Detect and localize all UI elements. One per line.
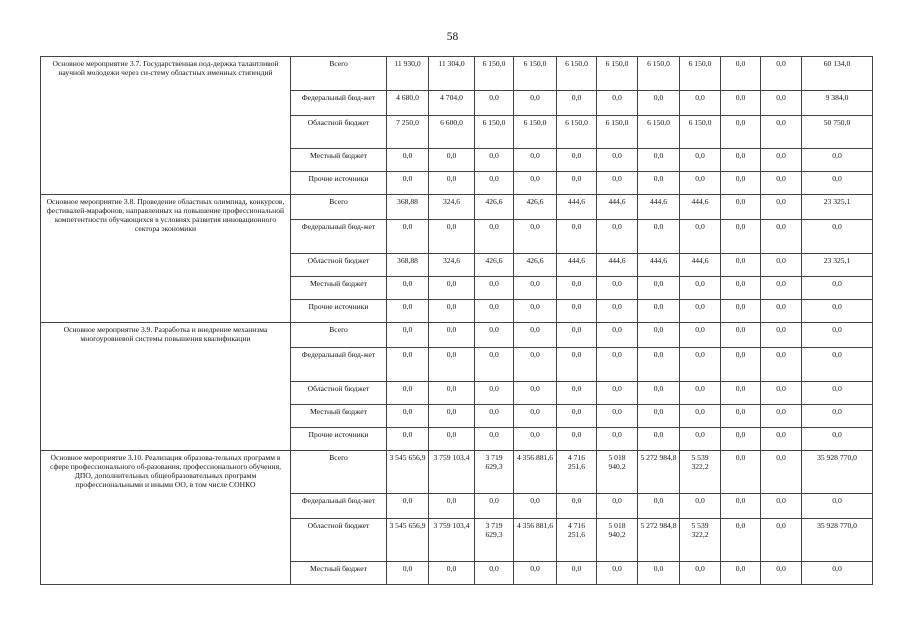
- amount-cell: 0,0: [680, 382, 721, 405]
- amount-cell: 0,0: [387, 277, 429, 300]
- amount-cell: 0,0: [597, 149, 638, 172]
- amount-cell: 0,0: [557, 405, 597, 428]
- budget-table: [40, 56, 873, 585]
- amount-cell: 0,0: [721, 451, 761, 494]
- amount-cell: 0,0: [680, 428, 721, 451]
- amount-cell: 6 600,0: [429, 116, 475, 149]
- amount-cell: 0,0: [475, 382, 514, 405]
- amount-cell: 0,0: [638, 348, 680, 382]
- total-cell: 35 928 770,0: [802, 451, 873, 494]
- amount-cell: 0,0: [680, 220, 721, 254]
- amount-cell: 0,0: [475, 220, 514, 254]
- amount-cell: 4 356 881,6: [514, 519, 557, 562]
- amount-cell: 0,0: [721, 172, 761, 195]
- amount-cell: 5 272 984,8: [638, 519, 680, 562]
- amount-cell: 0,0: [514, 348, 557, 382]
- amount-cell: 0,0: [761, 254, 802, 277]
- total-cell: 0,0: [802, 323, 873, 348]
- amount-cell: 6 150,0: [514, 116, 557, 149]
- amount-cell: 5 272 984,8: [638, 451, 680, 494]
- amount-cell: 0,0: [680, 405, 721, 428]
- amount-cell: 0,0: [475, 172, 514, 195]
- amount-cell: 426,6: [514, 254, 557, 277]
- amount-cell: 0,0: [761, 172, 802, 195]
- amount-cell: 0,0: [638, 494, 680, 519]
- amount-cell: 0,0: [475, 494, 514, 519]
- amount-cell: 0,0: [387, 220, 429, 254]
- amount-cell: 0,0: [597, 91, 638, 116]
- amount-cell: 4 680,0: [387, 91, 429, 116]
- amount-cell: 0,0: [429, 348, 475, 382]
- total-cell: 0,0: [802, 382, 873, 405]
- amount-cell: 0,0: [597, 323, 638, 348]
- amount-cell: 0,0: [475, 428, 514, 451]
- amount-cell: 0,0: [387, 323, 429, 348]
- funding-source: Всего: [291, 323, 387, 348]
- funding-source: Федеральный бюд-жет: [291, 348, 387, 382]
- amount-cell: 0,0: [721, 57, 761, 91]
- table-row: [41, 195, 873, 220]
- amount-cell: 0,0: [680, 562, 721, 585]
- amount-cell: 6 150,0: [680, 57, 721, 91]
- amount-cell: 0,0: [721, 300, 761, 323]
- amount-cell: 0,0: [638, 382, 680, 405]
- total-cell: 0,0: [802, 405, 873, 428]
- amount-cell: 444,6: [680, 254, 721, 277]
- amount-cell: 0,0: [721, 405, 761, 428]
- amount-cell: 0,0: [680, 300, 721, 323]
- amount-cell: 0,0: [761, 300, 802, 323]
- amount-cell: 0,0: [429, 405, 475, 428]
- amount-cell: 0,0: [387, 494, 429, 519]
- funding-source: Областной бюджет: [291, 382, 387, 405]
- measure-title: Основное мероприятие 3.9. Разработка и внедрение механизма многоуровневой системы повышения квалификации: [41, 323, 291, 451]
- funding-source: Областной бюджет: [291, 116, 387, 149]
- amount-cell: 0,0: [557, 300, 597, 323]
- amount-cell: 6 150,0: [557, 116, 597, 149]
- amount-cell: 0,0: [761, 451, 802, 494]
- amount-cell: 0,0: [514, 172, 557, 195]
- funding-source: Областной бюджет: [291, 519, 387, 562]
- amount-cell: 6 150,0: [475, 57, 514, 91]
- amount-cell: 0,0: [557, 277, 597, 300]
- amount-cell: 0,0: [514, 277, 557, 300]
- amount-cell: 444,6: [638, 195, 680, 220]
- amount-cell: 0,0: [638, 149, 680, 172]
- amount-cell: 0,0: [721, 254, 761, 277]
- amount-cell: 0,0: [429, 149, 475, 172]
- amount-cell: 0,0: [475, 300, 514, 323]
- amount-cell: 0,0: [429, 382, 475, 405]
- amount-cell: 0,0: [721, 149, 761, 172]
- amount-cell: 0,0: [475, 91, 514, 116]
- amount-cell: 0,0: [721, 348, 761, 382]
- amount-cell: 324,6: [429, 254, 475, 277]
- amount-cell: 6 150,0: [514, 57, 557, 91]
- measure-title: Основное мероприятие 3.10. Реализация образова-тельных программ в сфере профессионального об-разования, профессионального обучения, ДПО, дополнительных общеобразовательных программ профессиональными и иными ОО, в том числе СОНКО: [41, 451, 291, 585]
- amount-cell: 0,0: [638, 277, 680, 300]
- amount-cell: 0,0: [721, 116, 761, 149]
- amount-cell: 0,0: [761, 57, 802, 91]
- amount-cell: 0,0: [557, 220, 597, 254]
- amount-cell: 0,0: [761, 220, 802, 254]
- amount-cell: 444,6: [638, 254, 680, 277]
- amount-cell: 444,6: [597, 195, 638, 220]
- funding-source: Федеральный бюд-жет: [291, 220, 387, 254]
- amount-cell: 0,0: [761, 116, 802, 149]
- table-row: [41, 451, 873, 494]
- funding-source: Местный бюджет: [291, 277, 387, 300]
- total-cell: 0,0: [802, 494, 873, 519]
- amount-cell: 5 018 940,2: [597, 519, 638, 562]
- amount-cell: 5 539 322,2: [680, 519, 721, 562]
- amount-cell: 0,0: [638, 172, 680, 195]
- amount-cell: 0,0: [475, 277, 514, 300]
- amount-cell: 426,6: [514, 195, 557, 220]
- amount-cell: 0,0: [597, 494, 638, 519]
- amount-cell: 368,88: [387, 195, 429, 220]
- amount-cell: 0,0: [761, 428, 802, 451]
- table-row: [41, 323, 873, 348]
- amount-cell: 0,0: [514, 220, 557, 254]
- amount-cell: 0,0: [638, 428, 680, 451]
- amount-cell: 0,0: [475, 149, 514, 172]
- amount-cell: 0,0: [514, 494, 557, 519]
- amount-cell: 0,0: [638, 300, 680, 323]
- amount-cell: 4 716 251,6: [557, 451, 597, 494]
- amount-cell: 0,0: [721, 519, 761, 562]
- amount-cell: 0,0: [680, 323, 721, 348]
- amount-cell: 0,0: [721, 195, 761, 220]
- amount-cell: 0,0: [721, 382, 761, 405]
- amount-cell: 7 250,0: [387, 116, 429, 149]
- amount-cell: 0,0: [387, 348, 429, 382]
- total-cell: 0,0: [802, 172, 873, 195]
- amount-cell: 0,0: [514, 91, 557, 116]
- amount-cell: 0,0: [761, 91, 802, 116]
- total-cell: 23 325,1: [802, 195, 873, 220]
- amount-cell: 0,0: [387, 172, 429, 195]
- amount-cell: 6 150,0: [638, 116, 680, 149]
- amount-cell: 0,0: [429, 220, 475, 254]
- amount-cell: 0,0: [429, 300, 475, 323]
- amount-cell: 6 150,0: [597, 116, 638, 149]
- total-cell: 0,0: [802, 300, 873, 323]
- table-row: [41, 57, 873, 91]
- amount-cell: 3 759 103,4: [429, 451, 475, 494]
- amount-cell: 0,0: [597, 348, 638, 382]
- amount-cell: 6 150,0: [475, 116, 514, 149]
- amount-cell: 0,0: [429, 323, 475, 348]
- amount-cell: 0,0: [557, 348, 597, 382]
- amount-cell: 6 150,0: [638, 57, 680, 91]
- amount-cell: 0,0: [475, 323, 514, 348]
- total-cell: 23 325,1: [802, 254, 873, 277]
- amount-cell: 3 759 103,4: [429, 519, 475, 562]
- total-cell: 0,0: [802, 277, 873, 300]
- funding-source: Всего: [291, 195, 387, 220]
- amount-cell: 3 545 656,9: [387, 451, 429, 494]
- amount-cell: 0,0: [557, 172, 597, 195]
- amount-cell: 324,6: [429, 195, 475, 220]
- amount-cell: 0,0: [721, 428, 761, 451]
- amount-cell: 0,0: [680, 277, 721, 300]
- amount-cell: 0,0: [761, 348, 802, 382]
- amount-cell: 0,0: [721, 494, 761, 519]
- amount-cell: 444,6: [557, 195, 597, 220]
- amount-cell: 0,0: [557, 428, 597, 451]
- amount-cell: 0,0: [514, 323, 557, 348]
- amount-cell: 0,0: [721, 277, 761, 300]
- funding-source: Прочие источники: [291, 428, 387, 451]
- amount-cell: 0,0: [557, 562, 597, 585]
- total-cell: 50 750,0: [802, 116, 873, 149]
- amount-cell: 0,0: [680, 149, 721, 172]
- amount-cell: 0,0: [638, 562, 680, 585]
- amount-cell: 0,0: [514, 149, 557, 172]
- amount-cell: 3 719 629,3: [475, 451, 514, 494]
- amount-cell: 0,0: [680, 91, 721, 116]
- amount-cell: 11 304,0: [429, 57, 475, 91]
- amount-cell: 0,0: [514, 382, 557, 405]
- amount-cell: 0,0: [387, 149, 429, 172]
- amount-cell: 368,88: [387, 254, 429, 277]
- total-cell: 0,0: [802, 428, 873, 451]
- funding-source: Федеральный бюд-жет: [291, 494, 387, 519]
- amount-cell: 426,6: [475, 254, 514, 277]
- amount-cell: 0,0: [721, 220, 761, 254]
- amount-cell: 0,0: [557, 494, 597, 519]
- amount-cell: 0,0: [597, 300, 638, 323]
- amount-cell: 0,0: [387, 562, 429, 585]
- amount-cell: 0,0: [557, 149, 597, 172]
- funding-source: Местный бюджет: [291, 149, 387, 172]
- amount-cell: 426,6: [475, 195, 514, 220]
- amount-cell: 11 930,0: [387, 57, 429, 91]
- total-cell: 0,0: [802, 220, 873, 254]
- total-cell: 35 928 770,0: [802, 519, 873, 562]
- amount-cell: 0,0: [387, 382, 429, 405]
- amount-cell: 3 545 656,9: [387, 519, 429, 562]
- amount-cell: 0,0: [761, 323, 802, 348]
- amount-cell: 0,0: [557, 382, 597, 405]
- amount-cell: 0,0: [761, 149, 802, 172]
- amount-cell: 0,0: [429, 562, 475, 585]
- amount-cell: 0,0: [680, 348, 721, 382]
- amount-cell: 3 719 629,3: [475, 519, 514, 562]
- amount-cell: 0,0: [761, 405, 802, 428]
- table-body: [41, 57, 873, 585]
- amount-cell: 0,0: [514, 300, 557, 323]
- amount-cell: 0,0: [638, 91, 680, 116]
- amount-cell: 0,0: [761, 277, 802, 300]
- amount-cell: 0,0: [597, 405, 638, 428]
- amount-cell: 0,0: [597, 382, 638, 405]
- amount-cell: 0,0: [429, 277, 475, 300]
- funding-source: Прочие источники: [291, 172, 387, 195]
- amount-cell: 0,0: [514, 562, 557, 585]
- amount-cell: 6 150,0: [680, 116, 721, 149]
- total-cell: 0,0: [802, 562, 873, 585]
- amount-cell: 5 018 940,2: [597, 451, 638, 494]
- amount-cell: 0,0: [680, 494, 721, 519]
- amount-cell: 0,0: [597, 172, 638, 195]
- page-number: 58: [446, 31, 459, 43]
- funding-source: Федеральный бюд-жет: [291, 91, 387, 116]
- amount-cell: 0,0: [761, 519, 802, 562]
- funding-source: Местный бюджет: [291, 562, 387, 585]
- funding-source: Областной бюджет: [291, 254, 387, 277]
- amount-cell: 0,0: [721, 323, 761, 348]
- funding-source: Местный бюджет: [291, 405, 387, 428]
- amount-cell: 4 356 881,6: [514, 451, 557, 494]
- amount-cell: 0,0: [387, 405, 429, 428]
- total-cell: 0,0: [802, 149, 873, 172]
- amount-cell: 4 716 251,6: [557, 519, 597, 562]
- amount-cell: 6 150,0: [557, 57, 597, 91]
- amount-cell: 0,0: [638, 323, 680, 348]
- amount-cell: 0,0: [597, 277, 638, 300]
- amount-cell: 0,0: [761, 562, 802, 585]
- amount-cell: 444,6: [680, 195, 721, 220]
- amount-cell: 0,0: [638, 220, 680, 254]
- measure-title: Основное мероприятие 3.7. Государственная под-держка талантливой научной молодежи через си-стему областных именных стипендий: [41, 57, 291, 195]
- total-cell: 60 134,0: [802, 57, 873, 91]
- measure-title: Основное мероприятие 3.8. Проведение областных олимпиад, конкурсов, фестивалей-марафонов, направленных на повышение профессиональной компетентности обучающихся в условиях развития инновационного сектора экономики: [41, 195, 291, 323]
- funding-source: Прочие источники: [291, 300, 387, 323]
- amount-cell: 0,0: [514, 428, 557, 451]
- amount-cell: 0,0: [429, 172, 475, 195]
- amount-cell: 0,0: [597, 428, 638, 451]
- total-cell: 0,0: [802, 348, 873, 382]
- amount-cell: 0,0: [761, 195, 802, 220]
- amount-cell: 0,0: [475, 405, 514, 428]
- amount-cell: 0,0: [761, 382, 802, 405]
- amount-cell: 444,6: [557, 254, 597, 277]
- funding-source: Всего: [291, 451, 387, 494]
- amount-cell: 0,0: [429, 494, 475, 519]
- amount-cell: 0,0: [429, 428, 475, 451]
- amount-cell: 0,0: [761, 494, 802, 519]
- amount-cell: 5 539 322,2: [680, 451, 721, 494]
- amount-cell: 0,0: [475, 348, 514, 382]
- total-cell: 9 384,0: [802, 91, 873, 116]
- amount-cell: 0,0: [638, 405, 680, 428]
- amount-cell: 0,0: [514, 405, 557, 428]
- amount-cell: 0,0: [557, 91, 597, 116]
- amount-cell: 0,0: [597, 220, 638, 254]
- amount-cell: 0,0: [387, 300, 429, 323]
- amount-cell: 0,0: [475, 562, 514, 585]
- amount-cell: 444,6: [597, 254, 638, 277]
- funding-source: Всего: [291, 57, 387, 91]
- amount-cell: 0,0: [721, 562, 761, 585]
- amount-cell: 0,0: [387, 428, 429, 451]
- amount-cell: 0,0: [680, 172, 721, 195]
- amount-cell: 0,0: [721, 91, 761, 116]
- amount-cell: 0,0: [597, 562, 638, 585]
- amount-cell: 6 150,0: [597, 57, 638, 91]
- amount-cell: 4 704,0: [429, 91, 475, 116]
- amount-cell: 0,0: [557, 323, 597, 348]
